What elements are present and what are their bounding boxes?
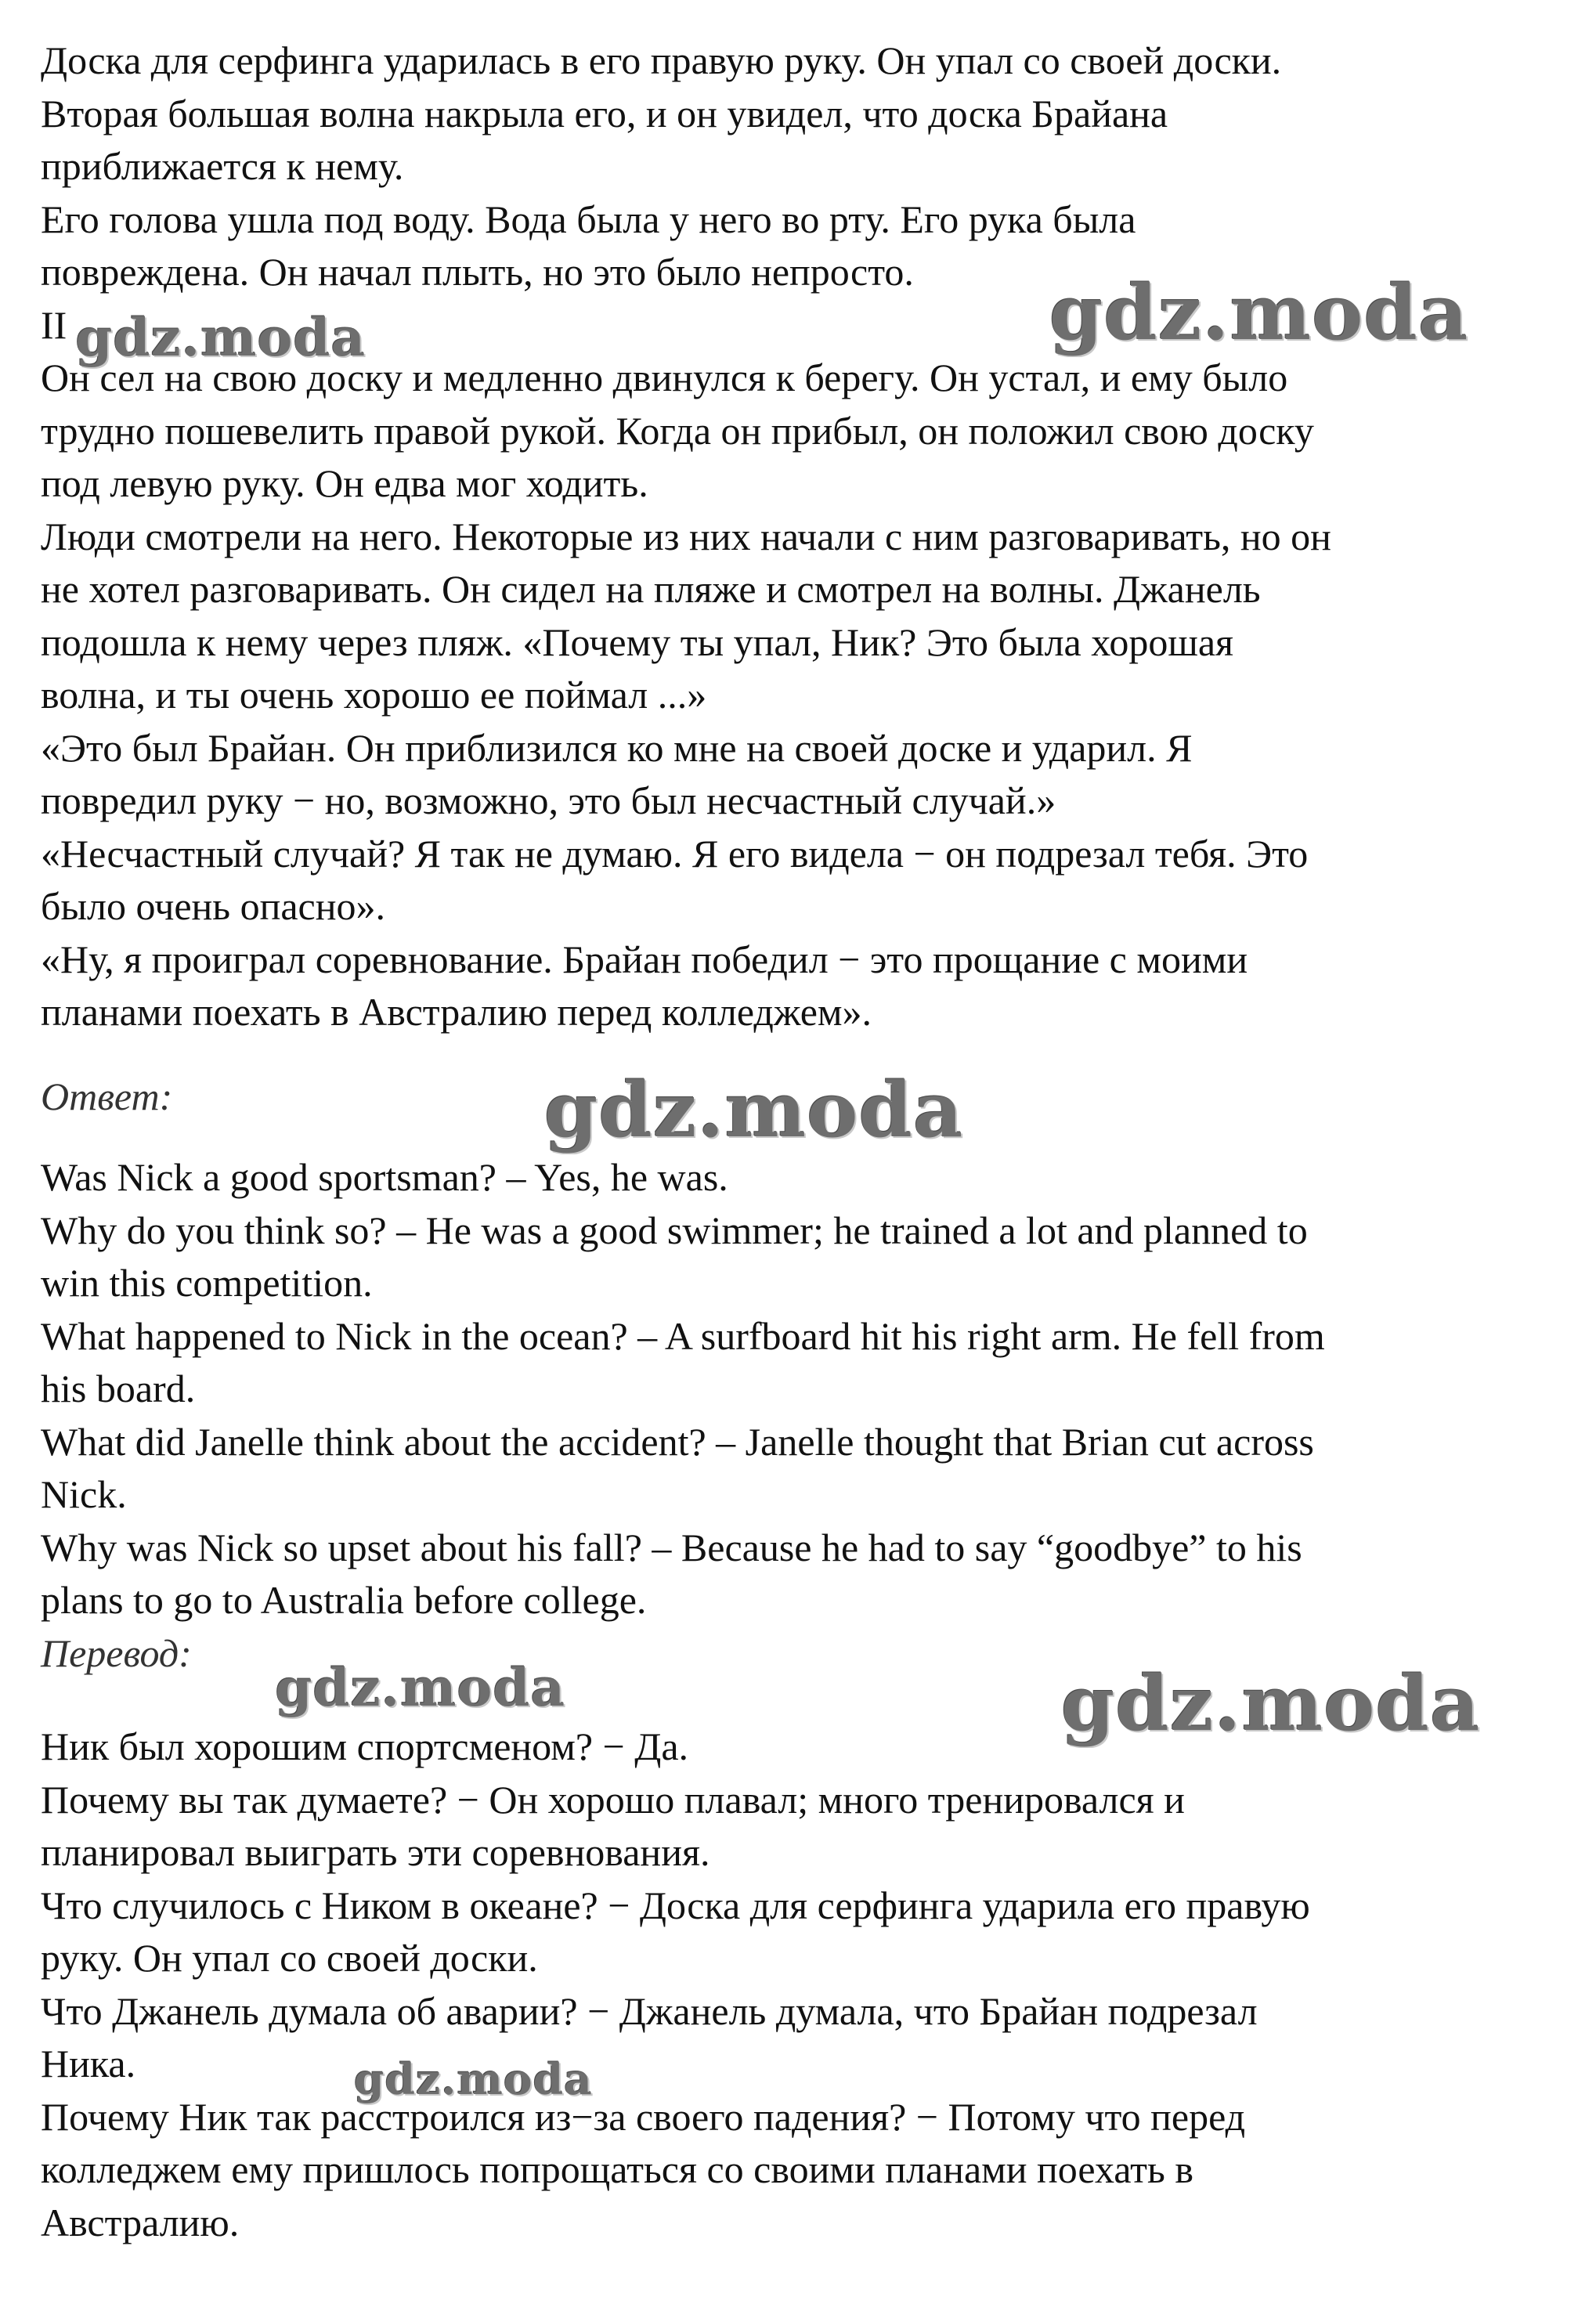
watermark: gdz.moda bbox=[275, 1657, 566, 1718]
paragraph-line: Люди смотрели на него. Некоторые из них начали с ним разговаривать, но он bbox=[41, 514, 1331, 558]
answer-line: plans to go to Australia before college. bbox=[41, 1578, 647, 1622]
watermark: gdz.moda bbox=[1060, 1659, 1481, 1748]
translation-line: колледжем ему пришлось попрощаться со своими планами поехать в bbox=[41, 2147, 1193, 2191]
answer-line: Why was Nick so upset about his fall? – Because he had to say “goodbye” to his bbox=[41, 1525, 1302, 1569]
section-numeral: II bbox=[41, 302, 67, 347]
translation-label: Перевод: bbox=[41, 1630, 192, 1675]
answer-line: win this competition. bbox=[41, 1261, 373, 1305]
answer-section bbox=[41, 1151, 1568, 1627]
translation-line: Что случилось с Ником в океане? − Доска для серфинга ударила его правую bbox=[41, 1883, 1310, 1927]
paragraph-line: было очень опасно». bbox=[41, 884, 385, 928]
story-part-1 bbox=[41, 34, 1568, 299]
watermark: gdz.moda bbox=[75, 307, 367, 368]
paragraph-line: Он сел на свою доску и медленно двинулся к берегу. Он устал, и ему было bbox=[41, 356, 1288, 399]
paragraph-line: подошла к нему через пляж. «Почему ты упал, Ник? Это была хорошая bbox=[41, 619, 1234, 664]
paragraph-line: приближается к нему. bbox=[41, 144, 404, 188]
translation-line: Австралию. bbox=[41, 2200, 240, 2244]
paragraph-line: «Несчастный случай? Я так не думаю. Я его видела − он подрезал тебя. Это bbox=[41, 831, 1309, 876]
translation-line: планировал выиграть эти соревнования. bbox=[41, 1830, 710, 1874]
answer-label: Ответ: bbox=[41, 1074, 173, 1118]
answer-line: Was Nick a good sportsman? – Yes, he was. bbox=[41, 1155, 728, 1199]
translation-line: Что Джанель думала об аварии? − Джанель думала, что Брайан подрезал bbox=[41, 1988, 1258, 2033]
paragraph-line: повредил руку − но, возможно, это был несчастный случай.» bbox=[41, 778, 1056, 822]
answer-line: Why do you think so? – He was a good swimmer; he trained a lot and planned to bbox=[41, 1208, 1308, 1252]
paragraph-line: не хотел разговаривать. Он сидел на пляже и смотрел на волны. Джанель bbox=[41, 567, 1261, 611]
answer-line: What happened to Nick in the ocean? – A surfboard hit his right arm. He fell from bbox=[41, 1313, 1325, 1358]
answer-line: his board. bbox=[41, 1367, 196, 1410]
paragraph-line: «Ну, я проиграл соревнование. Брайан победил − это прощание с моими bbox=[41, 937, 1248, 981]
answer-line: Nick. bbox=[41, 1472, 127, 1516]
translation-line: Почему Ник так расстроился из−за своего падения? − Потому что перед bbox=[41, 2094, 1246, 2139]
paragraph-line: волна, и ты очень хорошо ее поймал ...» bbox=[41, 673, 707, 717]
paragraph-line: Вторая большая волна накрыла его, и он увидел, что доска Брайана bbox=[41, 91, 1168, 135]
paragraph-line: «Это был Брайан. Он приблизился ко мне на своей доске и ударил. Я bbox=[41, 725, 1193, 770]
story-part-2 bbox=[41, 352, 1568, 1039]
paragraph-line: трудно пошевелить правой рукой. Когда он прибыл, он положил свою доску bbox=[41, 408, 1314, 453]
translation-line: Почему вы так думаете? − Он хорошо плавал; много тренировался и bbox=[41, 1777, 1185, 1822]
watermark: gdz.moda bbox=[1049, 269, 1469, 357]
watermark: gdz.moda bbox=[543, 1066, 964, 1154]
watermark: gdz.moda bbox=[354, 2054, 593, 2104]
paragraph-line: планами поехать в Австралию перед колледжем». bbox=[41, 990, 872, 1034]
paragraph-line: под левую руку. Он едва мог ходить. bbox=[41, 461, 648, 505]
translation-line: Ник был хорошим спортсменом? − Да. bbox=[41, 1724, 689, 1768]
paragraph-line: повреждена. Он начал плыть, но это было непросто. bbox=[41, 250, 914, 294]
translation-section bbox=[41, 1721, 1568, 2249]
translation-line: руку. Он упал со своей доски. bbox=[41, 1936, 538, 1980]
paragraph-line: Его голова ушла под воду. Вода была у него во рту. Его рука была bbox=[41, 197, 1136, 241]
answer-line: What did Janelle think about the accident? – Janelle thought that Brian cut across bbox=[41, 1419, 1314, 1464]
translation-line: Ника. bbox=[41, 2042, 136, 2085]
paragraph-line: Доска для серфинга ударилась в его правую руку. Он упал со своей доски. bbox=[41, 38, 1282, 82]
